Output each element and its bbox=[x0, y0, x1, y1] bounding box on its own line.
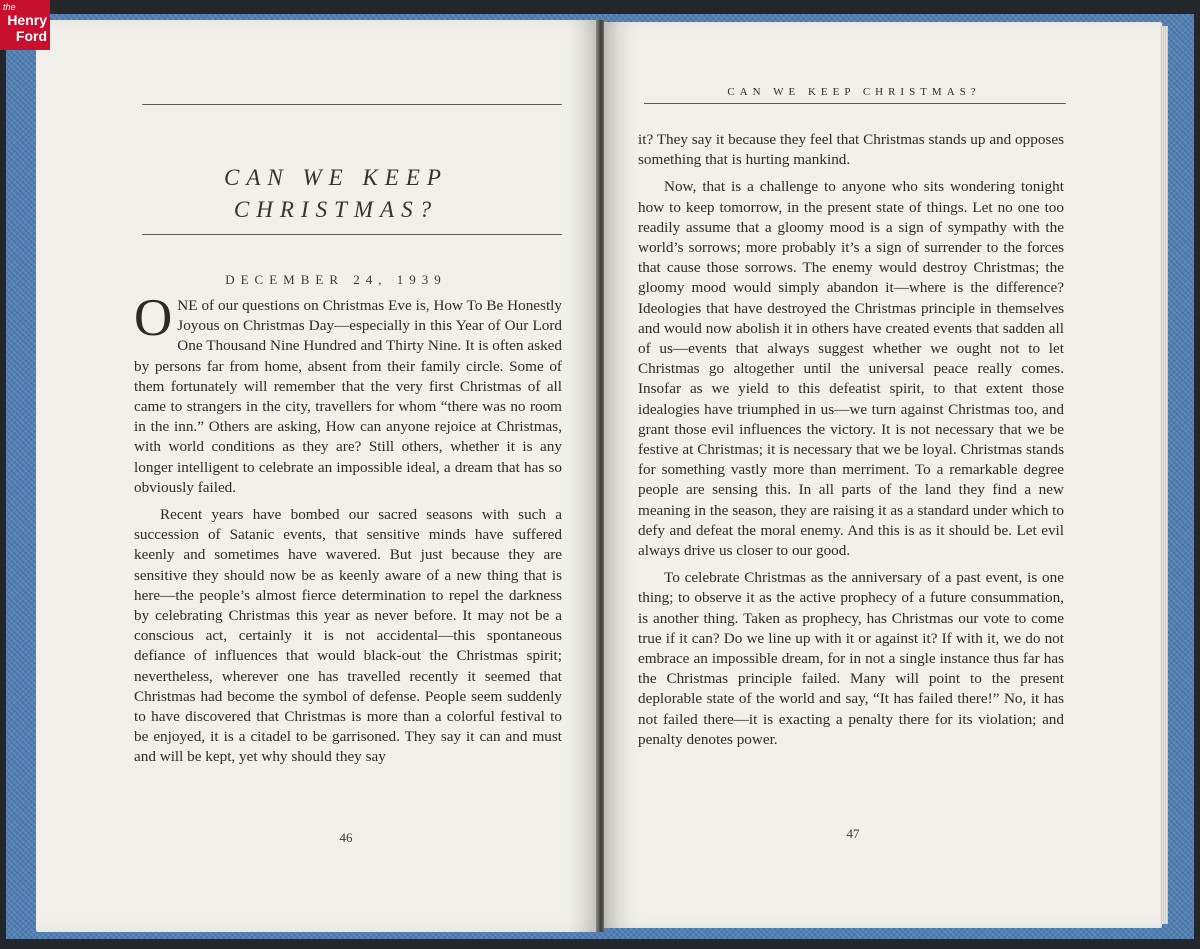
running-head: CAN WE KEEP CHRISTMAS? bbox=[727, 86, 981, 98]
page-number: 46 bbox=[339, 830, 353, 845]
page-number: 47 bbox=[846, 826, 860, 841]
left-body-text bbox=[134, 289, 562, 768]
paragraph: it? They say it because they feel that Christmas stands up and opposes something that is hurting mankind. bbox=[638, 131, 1064, 169]
paragraph: Recent years have bombed our sacred seasons with such a succession of Satanic events, that sensitive minds have suffered keenly and sometimes have wavered. But just because they are sensitive they should now be as keenly aware of a new thing that is here—the people’s almost fierce determination to repel the darkness by celebrating Christmas this year as never before. It may not be a conscious act, certainly it is not accidental—this spontaneous defiance of influences that would black-out the Christmas spirit; nevertheless, wherever one has travelled recently it seemed that Christmas had become the symbol of defense. People seem suddenly to have discovered that Christmas is more than a colorful festival to be enjoyed, it is a citadel to be garrisoned. They say it can and must and will be kept, yet why should they say bbox=[134, 506, 562, 766]
right-body-text bbox=[638, 130, 1064, 750]
chapter-title bbox=[146, 162, 526, 226]
top-rule bbox=[142, 104, 562, 105]
paragraph bbox=[134, 289, 562, 498]
title-rule bbox=[142, 234, 562, 235]
left-page bbox=[36, 20, 598, 932]
title-line-2: CHRISTMAS? bbox=[233, 197, 439, 222]
logo-henry: Henry bbox=[7, 12, 47, 28]
page-edges bbox=[1160, 26, 1168, 924]
henry-ford-logo bbox=[0, 0, 50, 50]
logo-ford: Ford bbox=[15, 28, 47, 44]
paragraph: Now, that is a challenge to anyone who sits wondering tonight how to keep tomorrow, in the present state of things. Let no one too readily assume that a gloomy mood is a sign of sympathy with the world’s sorrows; more probably it’s a sign of surrender to the forces that cause those sorrows. The enemy would destroy Christmas; the gloomy mood would simply abandon it—where is the difference? Ideologies that have destroyed the Christmas principle in themselves and would now abolish it in others have created events that sadden all of us—events that always suggest whether we ought not to let Christmas go altogether until the universal peace really comes. Insofar as we yield to this defeatist spirit, to that extent those idealogies have triumphed in us—we turn against Christmas too, and grant those evil influences the victory. It is not necessary that we be festive at Christmas; it is necessary that we be loyal. Christmas stands for something vastly more than merriment. To a remarkable degree people are sensing this. In all parts of the land they find a new meaning in the season, they are raising it as a standard under which to defy and defeat the moral enemy. And this is as it should be. Let evil always drive us closer to our good. bbox=[638, 178, 1064, 560]
paragraph: To celebrate Christmas as the anniversary of a past event, is one thing; to observe it as the active prophecy of a future consummation, is another thing. Taken as prophecy, has Christmas our vote to come true if it can? Do we line up with it or against it? If with it, we do not embrace an impossible dream, for in not a single instance thus far has the Christmas principle failed. Many will point to the present deplorable state of the world and say, “It has failed there!” No, it has not failed there—it is exacting a penalty there for its violation; and penalty denotes power. bbox=[638, 569, 1064, 748]
paragraph-text: NE of our questions on Christmas Eve is, How To Be Honestly Joyous on Christmas Day—especially in this Year of Our Lord One Thousand Nine Hundred and Thirty Nine. It is often asked by persons far from home, absent from their family circle. Some of them fortunately will remember that the very first Christmas of all came to strangers in the city, travellers for whom “there was no room in the inn.” Others are asking, How can anyone rejoice at Christmas, with world conditions as they are? Still others, whether it is any longer intelligent to celebrate an impossible ideal, a dream that has so obviously failed. bbox=[134, 297, 562, 496]
title-line-1: CAN WE KEEP bbox=[224, 165, 448, 190]
header-rule bbox=[644, 103, 1066, 104]
drop-cap: O bbox=[134, 289, 173, 347]
logo-the: the bbox=[3, 2, 16, 12]
right-page bbox=[604, 22, 1162, 928]
chapter-date: DECEMBER 24, 1939 bbox=[225, 272, 447, 287]
